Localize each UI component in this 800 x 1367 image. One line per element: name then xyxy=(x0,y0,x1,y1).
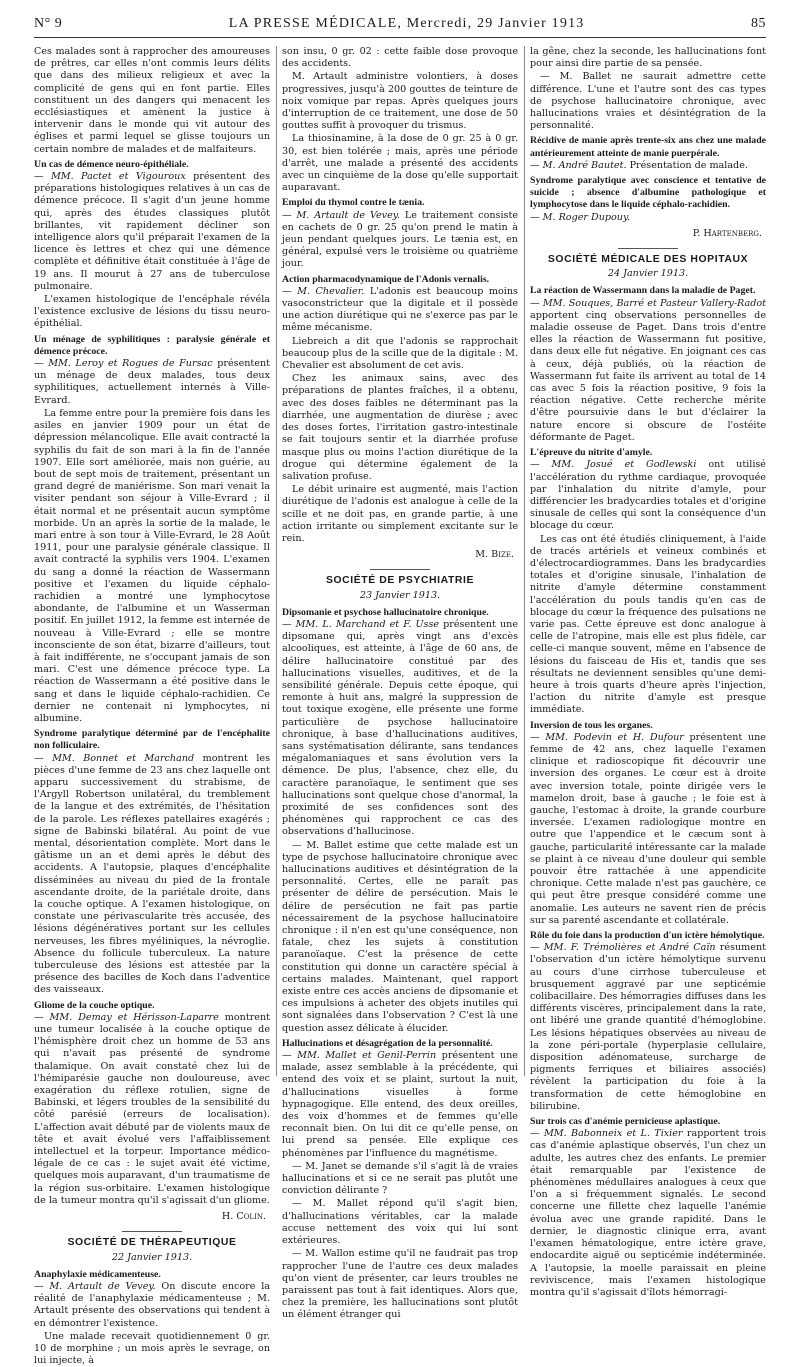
section-title: Syndrome paralytique avec conscience et tentative de suicide ; absence d'albumine pathologique et lymphocytose dans le liquide céphalo-rachidien. xyxy=(530,175,766,211)
section-authors: — MM. Leroy et Rogues de Fursac xyxy=(34,358,213,370)
section-text: présentent des préparations histologiques relatives à un cas de démence précoce. Il s'agit d'un jeune homme qui, après des études classiques plutôt brillantes, vit rapidement décliner son intelligence alors qu'il préparait l'examen de la licence ès lettres et chez qui une démence complète et définitive était constituée à l'âge de 19 ans. Il mourut à 27 ans de tuberculose pulmonaire. xyxy=(34,171,270,292)
paragraph xyxy=(530,459,766,532)
section-heading xyxy=(530,720,766,732)
section-heading xyxy=(530,930,766,942)
running-header xyxy=(34,16,766,34)
section-title: Sur trois cas d'anémie pernicieuse aplastique. xyxy=(530,1116,721,1128)
section-authors: — MM. L. Marchand et F. Usse xyxy=(282,618,440,630)
paragraph xyxy=(282,286,518,335)
column-3 xyxy=(530,46,766,1298)
section-heading xyxy=(530,135,766,159)
section-text: On discute encore la réalité de l'anaphylaxie médicamenteuse ; M. Artault présente des observations qui tendent à en démontrer l'existence. xyxy=(34,1280,270,1329)
section-heading xyxy=(282,607,518,619)
paragraph: son insu, 0 gr. 02 : cette faible dose provoque des accidents. xyxy=(282,46,518,70)
section-text: apportent cinq observations personnelles de maladie osseuse de Paget. Dans trois d'entre elles la réaction de Wassermann fut positive, dans deux elle fut négative. En joignant ces cas à ceux, déjà publiés, où la réaction de Wassermann fut faite ils arrivent au total de 14 cas avec 5 fois la réaction positive, 9 fois la réaction négative. Cette recherche mérite d'être poursuivie dans le but d'éclairer la nature encore si obscure de l'ostéite déformante de Paget. xyxy=(530,309,766,443)
section-authors: — MM. Bonnet et Marchand xyxy=(34,752,195,764)
section-authors: — MM. Babonneix et L. Tixier xyxy=(530,1128,683,1140)
signature: M. Bize. xyxy=(475,549,514,561)
section-text: présentent une malade, assez semblable à la précédente, qui entend des voix et se plaint, surtout la nuit, d'hallucinations visuelles à forme hypnagogique. Elle entend, des deux oreilles, des voix d'hommes et de femmes qu'elle reconnaît bien. On lui dit ce qu'elle pense, on lui prend sa pensée. Elle explique ces phénomènes par l'influence du magnétisme. xyxy=(282,1050,518,1159)
section-title: La réaction de Wassermann dans la maladie de Paget. xyxy=(530,285,756,297)
column-1 xyxy=(34,46,270,1367)
header-rule xyxy=(34,37,766,38)
section-title: Hallucinations et désagrégation de la personnalité. xyxy=(282,1037,493,1049)
paragraph xyxy=(530,160,766,172)
section-heading xyxy=(530,447,766,459)
section-text: Le traitement consiste en cachets de 0 gr. 25 qu'on prend le matin à jeun pendant quelques jours. Le tænia est, en général, expulsé vers le troisième ou quatrième jour. xyxy=(282,209,518,270)
paragraph xyxy=(282,1050,518,1160)
society-heading xyxy=(282,569,518,601)
running-title: LA PRESSE MÉDICALE, Mercredi, 29 Janvier 1913 xyxy=(228,16,585,31)
signature: H. Colin. xyxy=(221,1211,266,1223)
paragraph: — M. Ballet ne saurait admettre cette différence. L'une et l'autre sont des cas types de psychose hallucinatoire chronique, avec hallucinations vraies et désintégration de la personnalité. xyxy=(530,71,766,132)
paragraph xyxy=(530,942,766,1113)
section-authors: — MM. Josué et Godlewski xyxy=(530,459,697,471)
section-authors: — MM. Pactet et Vigouroux xyxy=(34,171,186,183)
section-authors: — MM. F. Trémolières et André Caïn xyxy=(530,942,716,954)
article-columns xyxy=(34,46,766,1367)
column-rule xyxy=(518,46,530,1076)
section-text: présentent un ménage de deux malades, tous deux syphilitiques, actuellement internés à Ville-Evrard. xyxy=(34,358,270,406)
section-title: Un cas de démence neuro-épithéliale. xyxy=(34,158,189,170)
section-authors: — MM. Souques, Barré et Pasteur Vallery-Radot xyxy=(530,297,766,309)
section-heading xyxy=(34,1269,270,1281)
society-heading xyxy=(530,248,766,280)
paragraph xyxy=(34,1281,270,1330)
paragraph: Chez les animaux sains, avec des préparations de plantes fraîches, il a obtenu, avec des doses faibles ne déterminant pas la diarrhée, une augmentation de diurèse ; avec des doses fortes, l'irritation gastro-intestinale se fait toujours sentir et la diarrhée profuse masque plus ou moins l'action diurétique de la drogue qui détermine également de la salivation profuse. xyxy=(282,373,518,482)
signature: P. Hartenberg. xyxy=(692,227,762,239)
section-authors: — M. Chevalier. xyxy=(282,285,365,297)
paragraph: — M. Ballet estime que cette malade est un type de psychose hallucinatoire chronique avec hallucinations auditives et désintégration de la personnalité. Certes, elle ne paraît pas présenter de délire de persécution. Mais le délire de persécution ne fait pas partie nécessairement de la psychose hallucinatoire chronique : il n'en est qu'une conséquence, non fatale, chez les sujets à constitution paranoïaque. C'est la présence de cette constitution qui donne un caractère spécial à certains malades. Maintenant, quel rapport existe entre ces accès anciens de dipsomanie et ces impulsions à acheter des objets inutiles qui sont signalées dans l'observation ? C'est là une question assez délicate à élucider. xyxy=(282,839,518,1034)
paragraph xyxy=(282,619,518,839)
page-number: 85 xyxy=(751,16,766,31)
society-title: SOCIÉTÉ DE THÉRAPEUTIQUE xyxy=(67,1237,237,1249)
society-date: 24 Janvier 1913. xyxy=(607,268,689,280)
paragraph xyxy=(282,210,518,271)
section-title: Anaphylaxie médicamenteuse. xyxy=(34,1268,161,1280)
paragraph xyxy=(34,753,270,997)
section-title: L'épreuve du nitrite d'amyle. xyxy=(530,447,653,459)
section-heading xyxy=(530,285,766,297)
paragraph: La thiosinamine, à la dose de 0 gr. 25 à 0 gr. 30, est bien tolérée ; mais, après une période d'arrêt, une malade a présenté des accidents avec un cinquième de la dose qu'elle supportait auparavant. xyxy=(282,133,518,194)
paragraph: Une malade recevait quotidiennement 0 gr. 10 de morphine ; un mois après le sevrage, on lui injecte, à xyxy=(34,1330,270,1367)
society-heading xyxy=(34,1231,270,1263)
section-heading xyxy=(282,274,518,286)
paragraph: — M. Wallon estime qu'il ne faudrait pas trop rapprocher l'une de l'autre ces deux malades qu'on vient de présenter, car leurs troubles ne paraissent pas tout à fait identiques. Alors que, chez la première, les hallucinations sont plutôt un élément étranger qui xyxy=(282,1248,518,1321)
society-title: SOCIÉTÉ DE PSYCHIATRIE xyxy=(325,575,475,587)
section-title: Syndrome paralytique déterminé par de l'encéphalite non folliculaire. xyxy=(34,728,270,752)
paragraph: Les cas ont été étudiés cliniquement, à l'aide de tracés artériels et veineux combinés et d'électrocardiogrammes. Dans les bradycardies totales et d'origine sinusale, l'inhalation de nitrite d'amyle détermine constamment l'accélération du pouls tandis qu'en cas de blocage du cœur la fréquence des pulsations ne varie pas. Cette épreuve est donc analogue à celle de l'atropine, mais elle est plus fidèle, car celle-ci manque souvent, même en l'absence de lésions du faisceau de His et, tandis que ses résultats ne deviennent sensibles qu'une demi-heure à trois quarts d'heure après l'injection, l'action du nitrite d'amyle est presque immédiate. xyxy=(530,533,766,716)
section-heading xyxy=(34,1000,270,1012)
section-authors: — M. Artault de Vevey. xyxy=(34,1280,156,1292)
section-title: Récidive de manie après trente-six ans chez une malade antérieurement atteinte de manie puerpérale. xyxy=(530,135,766,159)
paragraph xyxy=(530,732,766,927)
paragraph: Ces malades sont à rapprocher des amoureuses de prêtres, car elles n'ont commis leurs délits que dans des milieux religieux et avec la complicité de gens qui en font partie. Elles constituent un des dangers qui menacent les ecclésiastiques et amènent la justice à intervenir dans le monde qui vit autour des églises et parmi lequel se glisse toujours un certain nombre de malades et de malfaiteurs. xyxy=(34,46,270,155)
paragraph xyxy=(530,212,766,224)
section-authors: — MM. Podevin et H. Dufour xyxy=(530,731,684,743)
paragraph: Le débit urinaire est augmenté, mais l'action diurétique de l'adonis est analogue à celle de la scille et ne doit pas, en grande partie, à une action irritante ou simplement excitante sur le rein. xyxy=(282,484,518,544)
section-heading xyxy=(530,175,766,212)
column-2 xyxy=(282,46,518,1321)
paragraph xyxy=(530,298,766,444)
society-title: SOCIÉTÉ MÉDICALE DES HOPITAUX xyxy=(547,254,749,266)
section-authors: — M. Artault de Vevey. xyxy=(282,209,400,221)
section-title: Inversion de tous les organes. xyxy=(530,719,653,731)
paragraph: la gêne, chez la seconde, les hallucinations font pour ainsi dire partie de sa pensée. xyxy=(530,46,766,70)
paragraph xyxy=(34,358,270,407)
section-authors: — MM. Mallet et Genil-Perrin xyxy=(282,1050,437,1062)
section-title: Action pharmacodynamique de l'Adonis vernalis. xyxy=(282,273,490,285)
society-date: 22 Janvier 1913. xyxy=(111,1251,193,1263)
paragraph: La femme entre pour la première fois dans les asiles en janvier 1909 pour un état de dépression mélancolique. Elle avait contracté la syphilis du fait de son mari à la fin de l'année 1907. Elle sort améliorée, mais non guérie, au bout de sept mois de traitement, présentant un grand degré de maniérisme. Son mari venait la visiter pendant son séjour à Ville-Evrard ; il était normal et ne présentait aucun symptôme morbide. Un an après la sortie de la malade, le mari entre à son tour à Ville-Evrard, le 28 Août 1911, pour une paralysie générale classique. Il avait contracté la syphilis vers 1904. L'examen du sang a donné la réaction de Wassermann positive et l'examen du liquide céphalo-rachidien a montré une lymphocytose abondante, de l'albumine et un Wasserman positif. En juillet 1912, la femme est internée de nouveau à Ville-Evrard ; elle se montre inconsciente de son état, bizarre d'ailleurs, tout à fait indifférente, ne s'occupant jamais de son mari. C'est une démence précoce type. La réaction de Wassermann a été positive dans le sang et dans le liquide céphalo-rachidien. Ce dernier ne contenait ni lymphocytes, ni albumine. xyxy=(34,407,270,724)
section-heading xyxy=(34,728,270,752)
divider xyxy=(122,1231,182,1232)
section-title: Emploi du thymol contre le tænia. xyxy=(282,197,425,209)
section-text: L'adonis est beaucoup moins vasoconstricteur que la digitale et il possède une action diurétique qui ne s'exerce pas par le même mécanisme. xyxy=(282,285,518,334)
divider xyxy=(618,248,678,249)
paragraph xyxy=(34,171,270,293)
section-text: montrent une tumeur localisée à la couche optique de l'hémisphère droit chez un homme de 53 ans qui n'avait pas présenté de syndrome thalamique. On avait constaté chez lui de l'hémiparésie gauche non douloureuse, avec exagération du réflexe rotulien, signe de Babinski, et légers troubles de la sensibilité du côté parésié (erreurs de localisation). L'affection avait débuté par de violents maux de tête et avait évolué vers l'affaiblissement intellectuel et la torpeur. Importance médico-légale de ce cas : le sujet avait été victime, quelques mois auparavant, d'un traumatisme de la région sus-orbitaire. L'examen histologique de la tumeur montra qu'il s'agissait d'un gliome. xyxy=(34,1011,270,1206)
section-text: présentent une femme de 42 ans, chez laquelle l'examen clinique et radioscopique fit découvrir une inversion des organes. Le cœur est à droite avec inversion totale, pointe dirigée vers le mamelon droit, base à gauche ; le foie est à gauche, l'estomac à droite, la grande courbure inversée. L'examen radiologique montre en outre que l'appendice et le cæcum sont à gauche, particularité intéressante car la malade se plaint à ce niveau d'une douleur qui semble pouvoir être rattachée à une appendicite chronique. Cette malade n'est pas gauchère, ce qui peut être presque considéré comme une anomalie. Les auteurs ne savent rien de précis sur sa parenté ascendante et collatérale. xyxy=(530,731,766,926)
section-text: résument l'observation d'un ictère hémolytique survenu au cours d'une cirrhose tuberculeuse et brusquement aggravé par une septicémie colibacillaire. Des hémorragies diffuses dans les différents viscères, principalement dans la rate, ont libéré une grande quantité d'hémoglobine. Les lésions hépatiques observées au niveau de la zone péri-portale (hyperplasie cellulaire, disposition adénomateuse, surcharge de pigments ferriques et biliaires associés) révèlent la participation du foie à la transformation de cette hémoglobine en bilirubine. xyxy=(530,942,766,1112)
society-date: 23 Janvier 1913. xyxy=(359,589,441,601)
section-text: présentent une dipsomane qui, après vingt ans d'excès alcooliques, est atteinte, à l'âge de 60 ans, de délire hallucinatoire constitué par des hallucinations visuelles, auditives, et de la sensibilité générale. Depuis cette époque, qui remonte à huit ans, malgré la suppression de tout toxique exogène, elle présente une forme particulière de psychose hallucinatoire chronique, à base d'hallucinations auditives, sans systématisation délirante, sans tendances mégalomaniaques et sans évolution vers la démence. De plus, l'absence, chez elle, du caractère paranoïaque, le sentiment que ses hallucinations sont quelque chose d'anormal, la proximité de ses confidences sont des phénomènes qui rapprochent ce cas des observations d'hallucinose. xyxy=(282,618,518,838)
section-heading xyxy=(282,197,518,209)
column-rule xyxy=(270,46,282,1076)
paragraph: — M. Mallet répond qu'il s'agit bien, d'hallucinations véritables, car la malade accuse nettement des voix qui lui sont extérieures. xyxy=(282,1198,518,1247)
section-authors: — M. Roger Dupouy. xyxy=(530,211,631,223)
section-title: Gliome de la couche optique. xyxy=(34,999,155,1011)
section-text: rapportent trois cas d'anémie aplastique observés, l'un chez un adulte, les autres chez des enfants. Le premier était remarquable par l'existence de phénomènes médullaires analogues à ceux que l'on a si fréquemment signalés. Le second concerne une fillette chez laquelle l'anémie évolua avec une grande rapidité. Dans le dernier, le diagnostic clinique erra, avant l'examen hématologique, entre ictère grave, endocardite aiguë ou septicémie indéterminée. A l'autopsie, la moelle paraissait en pleine reviviscence, mais l'examen histologique montra qu'il s'agissait d'îlots hémorragi- xyxy=(530,1128,766,1298)
section-text: Présentation de malade. xyxy=(629,159,748,171)
issue-number: N° 9 xyxy=(34,16,63,31)
divider xyxy=(370,569,430,570)
section-heading xyxy=(34,334,270,358)
section-authors: — M. André Bautet. xyxy=(530,159,627,171)
section-heading xyxy=(34,159,270,171)
section-title: Dipsomanie et psychose hallucinatoire chronique. xyxy=(282,606,489,618)
paragraph xyxy=(34,1012,270,1207)
paragraph: Liebreich a dit que l'adonis se rapprochait beaucoup plus de la scille que de la digitale : M. Chevalier est absolument de cet avis. xyxy=(282,335,518,372)
section-heading xyxy=(282,1038,518,1050)
section-text: ont utilisé l'accélération du rythme cardiaque, provoquée par l'inhalation du nitrite d'amyle, pour différencier les bradycardies totales et d'origine sinusale de celles qui sont la conséquence d'un blocage du cœur. xyxy=(530,459,766,532)
paragraph: M. Artault administre volontiers, à doses progressives, jusqu'à 200 gouttes de teinture de noix vomique par repas. Après quelques jours d'interruption de ce traitement, une dose de 50 gouttes suffit à provoquer du trismus. xyxy=(282,71,518,132)
section-title: Un ménage de syphilitiques : paralysie générale et démence précoce. xyxy=(34,333,270,357)
section-heading xyxy=(530,1116,766,1128)
paragraph: — M. Janet se demande s'il s'agit là de vraies hallucinations et si ce ne serait pas plutôt une conviction délirante ? xyxy=(282,1160,518,1197)
section-text: montrent les pièces d'une femme de 23 ans chez laquelle ont apparu successivement du strabisme, de l'Argyll Robertson unilatéral, du tremblement de la langue et des extrémités, de l'hésitation de la parole. Les réflexes patellaires exagérés ; signe de Babinski bilatéral. Au point de vue mental, désorientation complète. Mort dans le gâtisme un an et demi après le début des accidents. A l'autopsie, plaques d'encéphalite disséminées au niveau du pied de la frontale ascendante droite, de la pariétale droite, dans la couche optique. A l'examen histologique, on constate une périvascularite très accusée, des lésions dégénératives portant sur les cellules nerveuses, les fibres myéliniques, la névroglie. Absence du follicule tuberculeux. La nature tuberculeuse des lésions est attestée par la présence des bacilles de Koch dans l'adventice des vaisseaux. xyxy=(34,752,270,996)
paragraph xyxy=(530,1128,766,1299)
paragraph: L'examen histologique de l'encéphale révéla l'existence exclusive de lésions du tissu neuro-épithélial. xyxy=(34,294,270,330)
section-title: Rôle du foie dans la production d'un ictère hémolytique. xyxy=(530,930,765,942)
section-authors: — MM. Demay et Hérisson-Laparre xyxy=(34,1011,219,1023)
